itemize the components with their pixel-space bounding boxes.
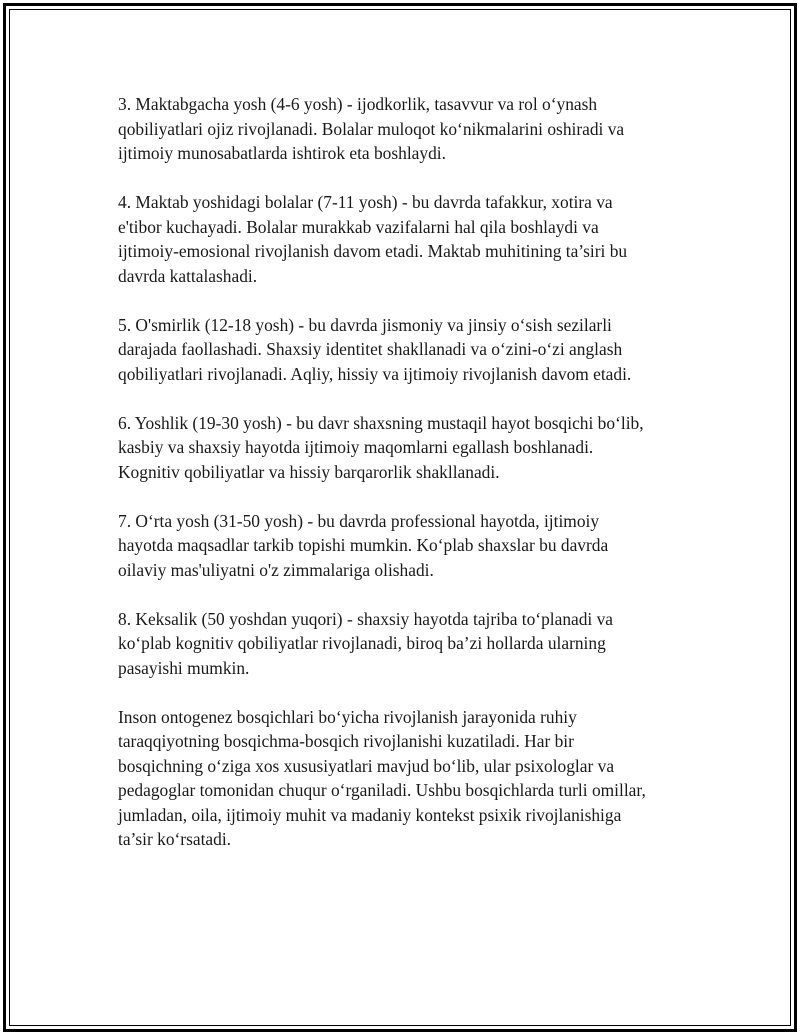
paragraph-preschool-age: 3. Maktabgacha yosh (4-6 yosh) - ijodkorlik, tasavvur va rol o‘ynash qobiliyatlari ojiz rivojlanadi. Bolalar muloqot ko‘nikmalarini oshiradi va ijtimoiy munosabatlarda ishtirok eta boshlaydi. bbox=[118, 94, 625, 163]
paragraph-adolescence: 5. O'smirlik (12-18 yosh) - bu davrda jismoniy va jinsiy o‘sish sezilarli darajada faollashadi. Shaxsiy identitet shakllanadi va o‘zini-o‘zi anglash qobiliyatlari rivojlanadi. Aqliy, hissiy va ijtimoiy rivojlanish davom etadi. bbox=[118, 314, 632, 384]
paragraph-old-age: 8. Keksalik (50 yoshdan yuqori) - shaxsiy hayotda tajriba to‘planadi va ko‘plab kognitiv qobiliyatlar rivojlanadi, biroq ba’zi hollarda ularning pasayishi mumkin. bbox=[118, 608, 614, 678]
paragraph-youth: 6. Yoshlik (19-30 yosh) - bu davr shaxsning mustaqil hayot bosqichi bo‘lib, kasbiy va shaxsiy hayotda ijtimoiy maqomlarni egallash boshlanadi. Kognitiv qobiliyatlar va hissiy barqarorlik shakllanadi. bbox=[118, 412, 644, 482]
document-body bbox=[118, 92, 698, 876]
paragraph-school-age: 4. Maktab yoshidagi bolalar (7-11 yosh) - bu davrda tafakkur, xotira va e'tibor kuchayadi. Bolalar murakkab vazifalarni hal qila boshlaydi va ijtimoiy-emosional rivojlanish davom etadi. Maktab muhitining ta’siri bu davrda kattalashadi. bbox=[118, 192, 628, 286]
paragraph-middle-age: 7. O‘rta yosh (31-50 yosh) - bu davrda professional hayotda, ijtimoiy hayotda maqsadlar tarkib topishi mumkin. Ko‘plab shaxslar bu davrda oilaviy mas'uliyatni o'z zimmalariga olishadi. bbox=[118, 510, 609, 580]
paragraph-conclusion: Inson ontogenez bosqichlari bo‘yicha rivojlanish jarayonida ruhiy taraqqiyotning bosqichma-bosqich rivojlanishi kuzatiladi. Har bir bosqichning o‘ziga xos xususiyatlari mavjud bo‘lib, ular psixologlar va pedagoglar tomonidan chuqur o‘rganiladi. Ushbu bosqichlarda turli omillar, jumladan, oila, ijtimoiy muhit va madaniy kontekst psixik rivojlanishiga ta’sir ko‘rsatadi. bbox=[118, 706, 646, 849]
